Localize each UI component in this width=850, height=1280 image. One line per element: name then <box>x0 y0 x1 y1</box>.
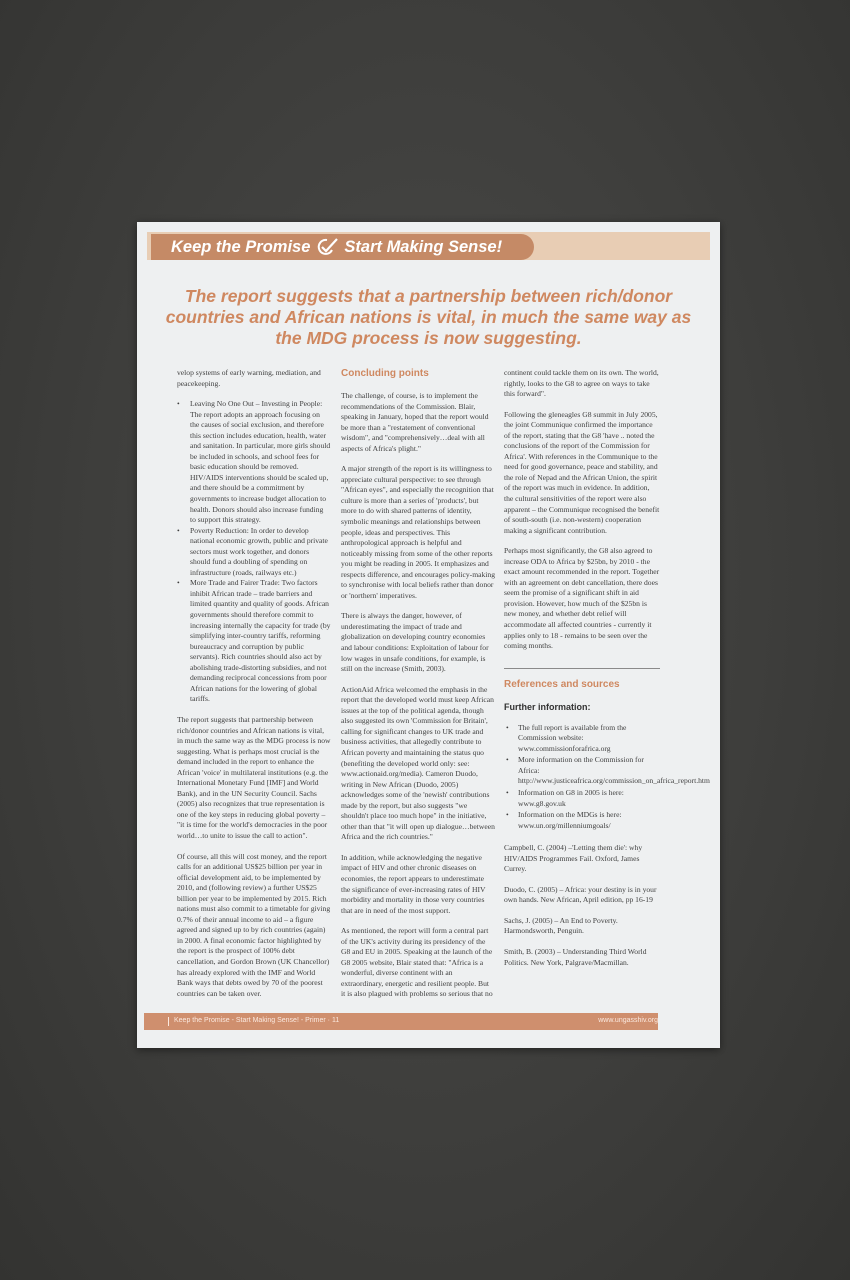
footer-url: www.ungasshiv.org <box>598 1017 658 1024</box>
header-banner <box>151 234 534 260</box>
column1-intro: velop systems of early warning, mediation, and peacekeeping. <box>177 368 321 388</box>
document-page <box>137 222 720 1048</box>
reference-entry: Campbell, C. (2004) –'Letting them die': why HIV/AIDS Programmes Fail. Oxford, James Currey. <box>504 843 643 874</box>
reference-entry: Smith, B. (2003) – Understanding Third World Politics. New York, Palgrave/Macmillan. <box>504 946 647 967</box>
list-item: • More information on the Commission for Africa: http://www.justiceafrica.org/commission_on_africa_report.htm <box>506 755 710 786</box>
paragraph: continent could tackle them on its own. The world, rightly, looks to the G8 to agree on ways to take this forward". <box>504 368 659 399</box>
paragraph: Following the gleneagles G8 summit in July 2005, the joint Communique confirmed the importance of the report, stating that the G8 'have .. noted the conclusions of the report of the Commission for Africa'. With references in the Communique to the need for good governance, peace and stability, and the role of Nepad and the African Union, the spirit of the report was much in evidence. In addition, the cultural sensitivities of the report were also apparent – the Communique recognised the benefit of south-south (i.e. non-western) cooperation making a significant contribution. <box>504 409 660 535</box>
paragraph: The report suggests that partnership between rich/donor countries and African nations is vital, in much the same way as the MDG process is now suggesting. What is perhaps most crucial is the demand included in the report to enhance the African 'voice' in multilateral institutions (e.g. the International Monetary Fund [IMF] and World Bank), and in the UN Security Council. Sachs (2005) also recognizes that true representation is one of the key steps in reducing global poverty – "it is time for the world's democracies in the poor world…to unite to issue the call to action". <box>177 714 331 840</box>
reference-entry: Duodo, C. (2005) – Africa: your destiny is in your own hands. New African, April edition, pp 16-19 <box>504 884 657 905</box>
footer-left-text: Keep the Promise - Start Making Sense! - Primer · 11 <box>174 1017 340 1024</box>
paragraph: ActionAid Africa welcomed the emphasis in the report that the developed world must keep African issues at the top of the political agenda, though also suggested its own 'Commission for Britain', calling for significant changes to UK trade and business activities, that allegedly contribute to African poverty and maintaining the status quo (benefiting the developed world only: see: www.actionaid.org/media). Cameron Duodo, writing in New African (Duodo, 2005) acknowledges some of the 'newish' contributions made by the report, but also suggests "we shouldn't place too much hope" in the initiative, other than that "it will open up dialogue…between Africa and the rich countries." <box>341 684 495 842</box>
footer-divider <box>168 1017 169 1026</box>
check-icon <box>316 237 340 257</box>
column1-bullet-list <box>177 399 331 705</box>
list-item: • Information on G8 in 2005 is here: www.g8.gov.uk <box>506 787 624 808</box>
footer-bar <box>144 1013 658 1030</box>
section-divider <box>504 668 660 669</box>
paragraph: Of course, all this will cost money, and the report calls for an additional US$25 billion per year in official development aid, to be implemented by 2010, and (following review) a further US$25 billion per year to be implemented by 2015. Rich nations must also commit to a timetable for giving 0.7% of their annual income to aid – a figure agreed and signed up to by rich countries (again) in 2000. A final economic factor highlighted by the report is the prospect of 100% debt cancellation, and Gordon Brown (UK Chancellor) has already explored with the IMF and World Bank ways that debts owed by 70 of the poorest countries can be taken over. <box>177 851 331 998</box>
paragraph: As mentioned, the report will form a central part of the UK's activity during its presidency of the G8 and EU in 2005. Speaking at the launch of the G8 2005 website, Blair stated that: "Africa is a wonderful, diverse continent with an extraordinary, energetic and resilient people. But it is also plagued with problems so serious that no <box>341 926 493 999</box>
concluding-points-heading: Concluding points <box>341 368 429 379</box>
further-info-list <box>504 722 710 831</box>
list-item: • Leaving No One Out – Investing in People: The report adopts an approach focusing on the causes of social exclusion, and therefore this section includes education, health, water and sanitation. In particular, more girls should be included in schools, and school fees for basic education should be removed. HIV/AIDS interventions should be scaled up, and there should be a commitment by governments to increase budget allocation to health. Donors should also increase funding to support this strategy. <box>177 399 331 525</box>
column-1 <box>177 368 331 1009</box>
column-3 <box>504 368 710 978</box>
paragraph: There is always the danger, however, of underestimating the impact of trade and globalization on developing country economies and labour conditions: Exploitation of labour for low wages in unsafe conditions, for example, is still on the increase (Smith, 2003). <box>341 611 489 674</box>
references-heading: References and sources <box>504 678 620 690</box>
brand-part1: Keep the Promise <box>171 237 311 256</box>
list-item: • Information on the MDGs is here: www.un.org/millenniumgoals/ <box>506 810 622 830</box>
list-item: • Poverty Reduction: In order to develop national economic growth, public and private sectors must work together, and donors should fund a doubling of spending on infrastructure (roads, railways etc.) <box>177 525 328 577</box>
paragraph: The challenge, of course, is to implement the recommendations of the Commission. Blair, speaking in January, hoped that the report would be more than a "restatement of conventional wisdom", and "comprehensively…deal with all aspects of Africa's plight." <box>341 391 489 453</box>
headline: The report suggests that a partnership between rich/donor countries and African nations is vital, in much the same way as the MDG process is now suggesting. <box>165 286 692 348</box>
column-2 <box>341 368 495 1010</box>
list-item: • The full report is available from the Commission website: www.commissionforafrica.org <box>506 722 627 753</box>
paragraph: In addition, while acknowledging the negative impact of HIV and other chronic diseases on economies, the report appears to underestimate the significance of ever-increasing rates of HIV morbidity and mortality in those very countries that are in need of the most support. <box>341 852 486 915</box>
list-item: • More Trade and Fairer Trade: Two factors inhibit African trade – trade barriers and limited quantity and quality of goods. African governments should therefore commit to increasing internally the capacity for trade (by simplifying inter-country tariffs, reforming bureaucracy and corruption by public servants). Rich countries should also act by abolishing trade-distorting subsidies, and not demanding reciprocal concessions from poor African nations for the lowering of global tariffs. <box>177 578 331 704</box>
brand-part2: Start Making Sense! <box>344 237 503 256</box>
paragraph: Perhaps most significantly, the G8 also agreed to increase ODA to Africa by $25bn, by 2010 - the exact amount recommended in the report. Together with an agreement on debt cancellation, there does seem the promise of a significant shift in aid provision. However, how much of the $25bn is new money, and whether debt relief will accommodate all affected countries - currently it applies only to 18 - remains to be seen over the coming months. <box>504 546 660 651</box>
paragraph: A major strength of the report is its willingness to appreciate cultural perspective: to see through "African eyes", and especially the recognition that culture is more than a series of 'products', but more to do with shared patterns of identity, symbolic meanings and relationships between people, ideas and perspectives. This anthropological approach is helpful and noticeably missing from some of the other reports you might be reading in 2005. It emphasizes and respects difference, and encourages policy-making to synchronise with local beliefs rather than donor or 'northern' imperatives. <box>341 464 495 600</box>
reference-entry: Sachs, J. (2005) – An End to Poverty. Harmondsworth, Penguin. <box>504 915 618 936</box>
further-info-heading: Further information: <box>504 701 591 712</box>
